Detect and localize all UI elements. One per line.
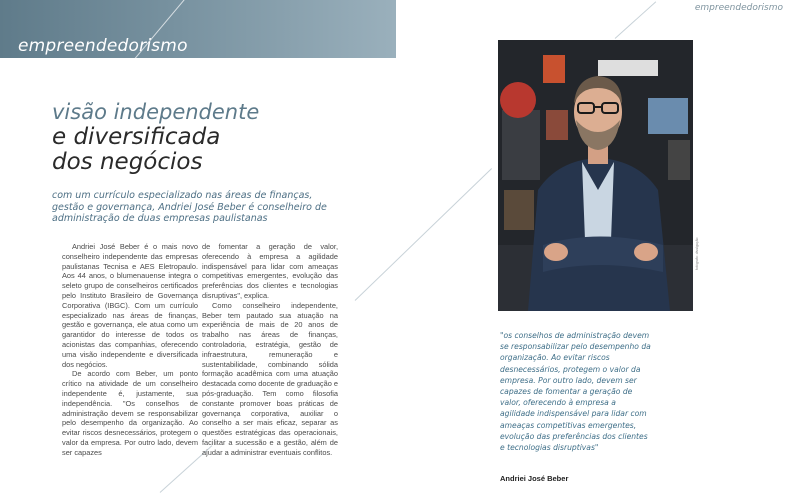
article-subtitle: com um currículo especializado nas áreas de finanças, gestão e governança, Andriei José Beber é conselheiro de administração de duas empresas paulistanas bbox=[52, 190, 327, 224]
title-line-3: dos negócios bbox=[52, 149, 203, 175]
section-tag: empreendedorismo bbox=[18, 36, 188, 56]
section-tag-right: empreendedorismo bbox=[694, 3, 783, 13]
title-line-1: visão independente bbox=[52, 100, 260, 124]
body-column-2 bbox=[202, 242, 338, 458]
paragraph: Como conselheiro independente, Beber tem pautado sua atuação na experiência de mais de 20 anos de trabalho nas áreas de finanças, controladoria, estratégia, gestão de infraestrutura, remuneração e sustentabilidade, combinando sólida formação acadêmica com uma atuação destacada como docente de graduação e pós-graduação. Tem como filosofia constante promover boas práticas de governança corporativa, auxiliar o conselho a ser mais eficaz, separar as questões estratégicas das operacionais, facilitar a sucessão e a gestão, além de ajudar a administrar eventuais conflitos. bbox=[202, 300, 339, 457]
quote-author: Andriei José Beber bbox=[500, 474, 569, 483]
photo-credit: fotógrafo: divulgação bbox=[695, 237, 699, 270]
article-title bbox=[52, 100, 259, 175]
paragraph: de fomentar a geração de valor, oferecendo à empresa a agilidade indispensável para lidar com ameaças competitivas emergentes, evolução das preferências dos clientes e tecnologias disruptivas", explica. bbox=[202, 242, 338, 300]
section-banner bbox=[0, 0, 396, 58]
portrait-illustration bbox=[498, 40, 693, 311]
paragraph: Andriei José Beber é o mais novo conselheiro independente das empresas paulistanas Tecnisa e AES Eletropaulo. Aos 44 anos, o blumenauense integra o seleto grupo de conselheiros certificados pelo Instituto Brasileiro de Governança Corporativa (IBGC). Com um currículo especializado nas áreas de finanças, gestão e governança, ele atua como um garantidor do interesse de todos os acionistas das companhias, oferecendo uma visão independente e diversificada dos negócios. bbox=[62, 242, 198, 369]
portrait-photo bbox=[498, 40, 693, 311]
body-column-1 bbox=[62, 242, 198, 458]
decorative-line bbox=[615, 1, 657, 39]
paragraph: De acordo com Beber, um ponto crítico na atividade de um conselheiro independente é, justamente, sua independência. "Os conselhos de administração devem se responsabilizar pelo desempenho da organização. Ao evitar riscos desnecessários, protegem o valor da empresa. Por outro lado, devem ser capazes bbox=[62, 369, 198, 457]
decorative-line bbox=[355, 168, 492, 301]
pull-quote: "os conselhos de administração devem se responsabilizar pelo desempenho da organização. Ao evitar riscos desnecessários, protegem o valor da empresa. Por outro lado, devem ser capazes de fomentar a geração de valor, oferecendo à empresa a agilidade indispensável para lidar com ameaças competitivas emergentes, evolução das preferências dos clientes e tecnologias disruptivas" bbox=[500, 331, 651, 453]
title-line-2: e diversificada bbox=[52, 124, 221, 150]
